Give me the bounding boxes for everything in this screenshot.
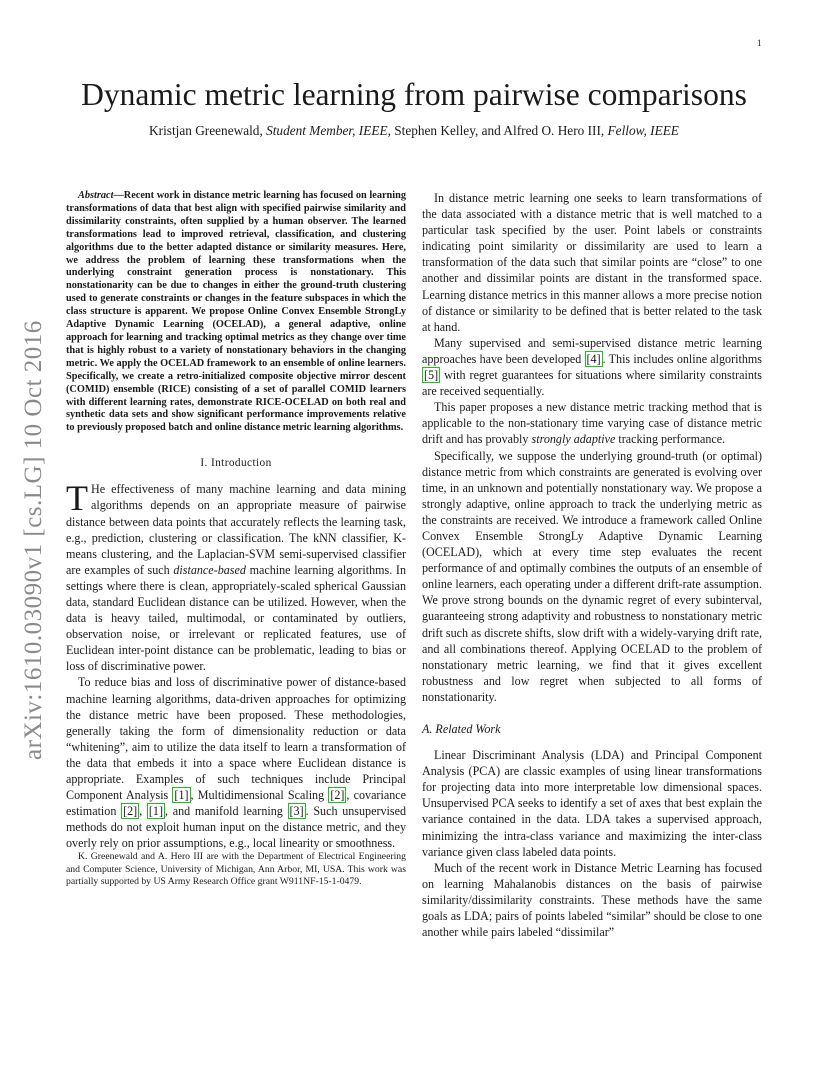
paragraph-text: He effectiveness of many machine learning and data mining algorithms depends on an appropriate measure of pairwise distance between data points that accurately reflects the learning task, e.g., prediction, clustering or classification. The kNN classifier, K-means clustering, and the Laplacian-SVM semi-supervised classifier are examples of such: [66, 482, 406, 577]
paragraph-text: , covariance estimation: [66, 788, 406, 819]
intro-paragraph-1: [66, 478, 406, 674]
section-heading-introduction: I. Introduction: [200, 457, 272, 470]
body-paragraph: Specifically, we suppose the underlying ground-truth (or optimal) distance metric from which constraints are generated is evolving over time, in an unknown and potentially nonstationary way. We propose a strongly adaptive, online approach to track the underlying metric as the constraints are received. We introduce a framework called Online Convex Ensemble StrongLy Adaptive Dynamic Learning (OCELAD), which at every time step evaluates the recent performance of and optimally combines the outputs of an ensemble of online learners, each operating under a different drift-rate assumption. We prove strong bounds on the dynamic regret of every subinterval, guaranteeing strong adaptivity and robustness to nonstationary metric drift such as discrete shifts, slow drift with a widely-varying drift rate, and all combinations thereof. Applying OCELAD to the problem of nonstationary metric learning, we find that it gives excellent robustness and low regret when subjected to all forms of nonstationarity.: [422, 448, 762, 704]
emphasis-text: strongly adaptive: [531, 432, 616, 447]
citation-link[interactable]: [1]: [174, 788, 189, 803]
paragraph-text: tracking performance.: [615, 432, 726, 447]
body-paragraph: Much of the recent work in Distance Metric Learning has focused on learning Mahalanobis distances on the basis of pairwise similarity/dissimilarity constraints. These methods have the same goals as LDA; pairs of points labeled “similar” should be close to one another while pairs labeled “dissimilar”: [422, 860, 762, 940]
right-column: [422, 190, 762, 940]
citation-link[interactable]: [2]: [330, 788, 345, 803]
paragraph-text: , Multidimensional Scaling: [190, 788, 329, 803]
intro-paragraph-2: [66, 674, 406, 851]
author-name: Kristjan Greenewald,: [149, 123, 263, 138]
author-affiliation: Student Member, IEEE,: [266, 123, 391, 138]
paragraph-text: machine learning algorithms. In settings where there is clean, appropriately-scaled spherical Gaussian data, standard Euclidean distance can be utilized. However, when the data is heavy tailed, multimodal, or contaminated by outliers, observation noise, or irrelevant or replicated features, use of Euclidean inter-point distance can be problematic, leading to bias or loss of discriminative power.: [66, 562, 406, 674]
abstract-text: —Recent work in distance metric learning has focused on learning transformations of data that best align with specified pairwise similarity and dissimilarity constraints, often supplied by a human observer. The learned transformations lead to improved retrieval, classification, and clustering algorithms due to the better adapted distance or similarity measures. Here, we address the problem of learning these transformations when the underlying constraint generation process is nonstationary. This nonstationarity can be due to changes in either the ground-truth clustering used to generate constraints or changes in the feature subspaces in which the class structure is apparent. We propose Online Convex Ensemble StrongLy Adaptive Dynamic Learning (OCELAD), a general adaptive, online approach for learning and tracking optimal metrics as they change over time that is highly robust to a variety of nonstationary behaviors in the changing metric. We apply the OCELAD framework to an ensemble of online learners. Specifically, we create a retro-initialized composite objective mirror descent (COMID) ensemble (RICE) consisting of a set of parallel COMID learners with different learning rates, demonstrate RICE-OCELAD on both real and synthetic data sets and show significant performance improvements relative to previously proposed batch and online distance metric learning algorithms.: [66, 190, 406, 434]
paper-title: Dynamic metric learning from pairwise comparisons: [81, 77, 747, 112]
paragraph-text: Many supervised and semi-supervised distance metric learning approaches have been developed: [422, 335, 762, 366]
author-name: Stephen Kelley, and Alfred O. Hero III,: [394, 123, 605, 138]
paragraph-text: ,: [139, 804, 147, 819]
citation-link[interactable]: [4]: [586, 351, 601, 366]
body-paragraph: Linear Discriminant Analysis (LDA) and Principal Component Analysis (PCA) are classic examples of using linear transformations for projecting data into more interpretable low dimensional spaces. Unsupervised PCA seeks to identify a set of axes that best explain the variance contained in the data. LDA takes a supervised approach, minimizing the intra-class variance and maximizing the inter-class variance given class labeled data points.: [422, 748, 762, 859]
body-paragraph: [422, 335, 762, 399]
abstract-label: Abstract: [78, 190, 114, 201]
author-line: [0, 123, 828, 139]
body-paragraph: In distance metric learning one seeks to learn transformations of the data associated with a distance metric that is well matched to a particular task specified by the user. Point labels or constraints indicating point similarity or dissimilarity are used to learn a transformation of the data such that similar points are “close” to one another and dissimilar points are distant in the transformed space. Learning distance metrics in this manner allows a more precise notion of distance or similarity to be defined that is better related to the task at hand.: [422, 191, 762, 334]
citation-link[interactable]: [1]: [148, 804, 164, 819]
emphasis-text: distance-based: [173, 562, 246, 577]
left-column: [66, 190, 406, 888]
body-paragraph: [422, 399, 762, 447]
paragraph-text: This paper proposes a new distance metric tracking method that is applicable to the non-stationary time varying case of distance metric drift and has provably: [422, 400, 762, 447]
footnote: K. Greenewald and A. Hero III are with the Department of Electrical Engineering and Computer Science, University of Michigan, Ann Arbor, MI, USA. This work was partially supported by US Army Research Office grant W911NF-15-1-0479.: [66, 851, 406, 887]
paragraph-text: , and manifold learning: [165, 804, 288, 819]
arxiv-identifier: arXiv:1610.03090v1 [cs.LG] 10 Oct 2016: [20, 320, 47, 760]
paragraph-text: . This includes online algorithms: [602, 351, 762, 366]
citation-link[interactable]: [3]: [289, 804, 304, 819]
subsection-heading-related-work: A. Related Work: [422, 722, 501, 736]
paragraph-text: . Such unsupervised methods do not exploit human input on the distance metric, and they overly rely on prior assumptions, e.g., local linearity or smoothness.: [66, 804, 407, 851]
drop-cap: T: [66, 478, 88, 519]
page-number: 1: [757, 38, 762, 48]
abstract: [66, 190, 406, 435]
paragraph-text: with regret guarantees for situations where similarity constraints are received sequentially.: [422, 368, 762, 399]
citation-link[interactable]: [2]: [123, 804, 138, 819]
author-affiliation: Fellow, IEEE: [607, 123, 679, 138]
citation-link[interactable]: [5]: [424, 368, 439, 383]
paragraph-text: To reduce bias and loss of discriminative power of distance-based machine learning algorithms, data-driven approaches for optimizing the distance metric have been proposed. These methodologies, generally taking the form of dimensionality reduction or data “whitening”, aim to utilize the data itself to learn a transformation of the data that embeds it into a space where Euclidean distance is appropriate. Examples of such techniques include Principal Component Analysis: [66, 675, 406, 803]
